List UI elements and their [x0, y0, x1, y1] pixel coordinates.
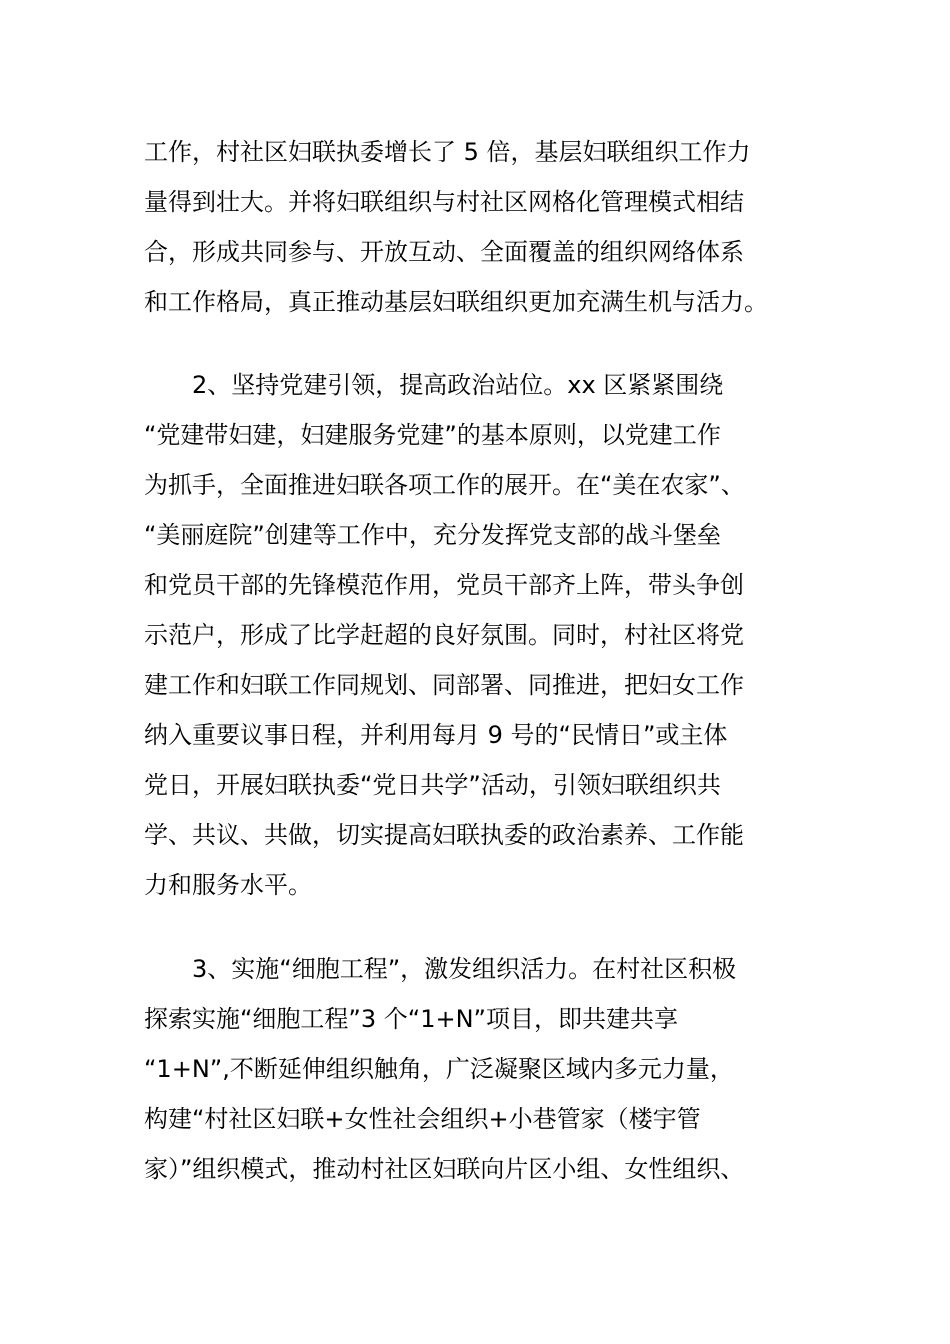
- text-line: 探索实施“细胞工程”3 个“1+N”项目，即共建共享: [144, 1005, 678, 1033]
- text-line: 合，形成共同参与、开放互动、全面覆盖的组织网络体系: [144, 238, 744, 266]
- text-line: 党日，开展妇联执委“党日共学”活动，引领妇联组织共: [144, 771, 721, 799]
- text-line: 建工作和妇联工作同规划、同部署、同推进，把妇女工作: [144, 671, 744, 699]
- text-line: 和工作格局，真正推动基层妇联组织更加充满生机与活力。: [144, 288, 768, 316]
- text-line: “美丽庭院”创建等工作中，充分发挥党支部的战斗堡垒: [144, 521, 721, 549]
- paragraph-3: [144, 944, 806, 1194]
- text-line: 工作，村社区妇联执委增长了 5 倍，基层妇联组织工作力: [144, 138, 751, 166]
- text-line: 量得到壮大。并将妇联组织与村社区网格化管理模式相结: [144, 188, 744, 216]
- text-line: 3、实施“细胞工程”，激发组织活力。在村社区积极: [192, 955, 737, 983]
- text-line: 2、坚持党建引领，提高政治站位。xx 区紧紧围绕: [192, 371, 724, 399]
- text-line: 构建“村社区妇联+女性社会组织+小巷管家（楼宇管: [144, 1105, 701, 1133]
- paragraph-1: [144, 127, 806, 327]
- text-line: 学、共议、共做，切实提高妇联执委的政治素养、工作能: [144, 821, 744, 849]
- text-line: 力和服务水平。: [144, 871, 312, 899]
- text-line: 为抓手，全面推进妇联各项工作的展开。在“美在农家”、: [144, 471, 745, 499]
- text-line: 纳入重要议事日程，并利用每月 9 号的“民情日”或主体: [144, 721, 728, 749]
- text-line: “党建带妇建，妇建服务党建”的基本原则，以党建工作: [144, 421, 721, 449]
- paragraph-2: [144, 360, 806, 910]
- text-line: 和党员干部的先锋模范作用，党员干部齐上阵，带头争创: [144, 571, 744, 599]
- text-line: 家）”组织模式，推动村社区妇联向片区小组、女性组织、: [144, 1155, 745, 1183]
- text-line: 示范户，形成了比学赶超的良好氛围。同时，村社区将党: [144, 621, 744, 649]
- text-line: “1+N”,不断延伸组织触角，广泛凝聚区域内多元力量，: [144, 1055, 734, 1083]
